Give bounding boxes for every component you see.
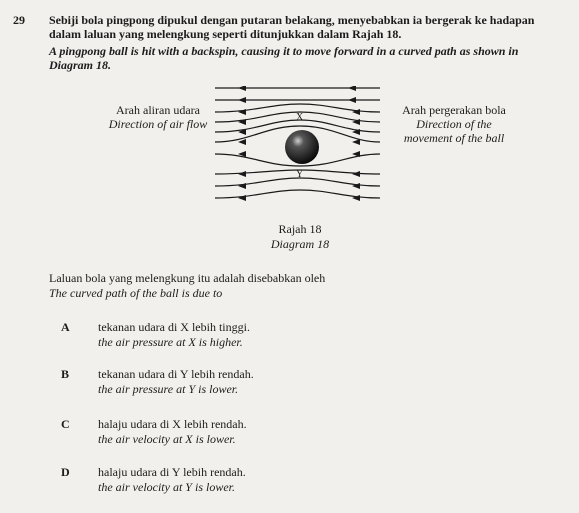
caption-english: Diagram 18 [270,237,330,251]
option-a-malay: tekanan udara di X lebih tinggi. [98,320,250,334]
option-d-text[interactable] [98,465,246,495]
ball-direction-label-english-2: movement of the ball [403,131,505,145]
option-b-text[interactable] [98,367,254,397]
air-flow-label-english: Direction of air flow [108,117,208,131]
ball-direction-label [389,103,519,145]
option-d-malay: halaju udara di Y lebih rendah. [98,465,246,479]
flow-arrowhead [238,171,246,177]
option-c-malay: halaju udara di X lebih rendah. [98,417,247,431]
air-flow-label [98,103,218,131]
option-c-english: the air velocity at X is lower. [98,432,236,446]
option-a-letter[interactable]: A [61,320,70,334]
option-b-letter[interactable]: B [61,367,70,381]
flow-arrowhead [348,97,356,103]
diagram-caption [250,222,350,252]
stem-malay-line-1: Sebiji bola pingpong dipukul dengan putaran belakang, menyebabkan ia bergerak ke hadapan [49,13,535,27]
prompt-english: The curved path of the ball is due to [49,286,223,300]
question-number: 29 [13,13,25,27]
option-d-english: the air velocity at Y is lower. [98,480,235,494]
stem-malay-line-2: dalam laluan yang melengkung seperti ditunjukkan dalam Rajah 18. [49,27,402,41]
question-stem-english [49,44,577,72]
question-prompt [49,271,325,301]
prompt-malay: Laluan bola yang melengkung itu adalah disebabkan oleh [49,271,326,285]
option-d-letter[interactable]: D [61,465,70,479]
pingpong-ball [285,130,319,164]
option-c-text[interactable] [98,417,247,447]
option-c-letter[interactable]: C [61,417,70,431]
flow-arrowhead [238,97,246,103]
stem-english-line-1: A pingpong ball is hit with a backspin, causing it to move forward in a curved path as shown in [49,44,519,58]
option-b-malay: tekanan udara di Y lebih rendah. [98,367,254,381]
option-b-english: the air pressure at Y is lower. [98,382,239,396]
point-y-label: Y [296,169,304,180]
ball-direction-label-english-1: Direction of the [416,117,492,131]
flow-arrowhead [352,151,360,157]
option-a-text[interactable] [98,320,250,350]
option-a-english: the air pressure at X is higher. [98,335,243,349]
ball-direction-label-malay: Arah pergerakan bola [402,103,506,117]
flow-arrowhead [352,139,360,145]
flow-arrowhead [352,171,360,177]
airflow-diagram [210,86,385,221]
stem-english-line-2: Diagram 18. [49,58,112,72]
caption-malay: Rajah 18 [278,222,322,236]
flow-arrowhead [238,139,246,145]
question-stem-malay [49,13,577,41]
point-x-label: X [296,112,304,123]
air-flow-label-malay: Arah aliran udara [116,103,200,117]
